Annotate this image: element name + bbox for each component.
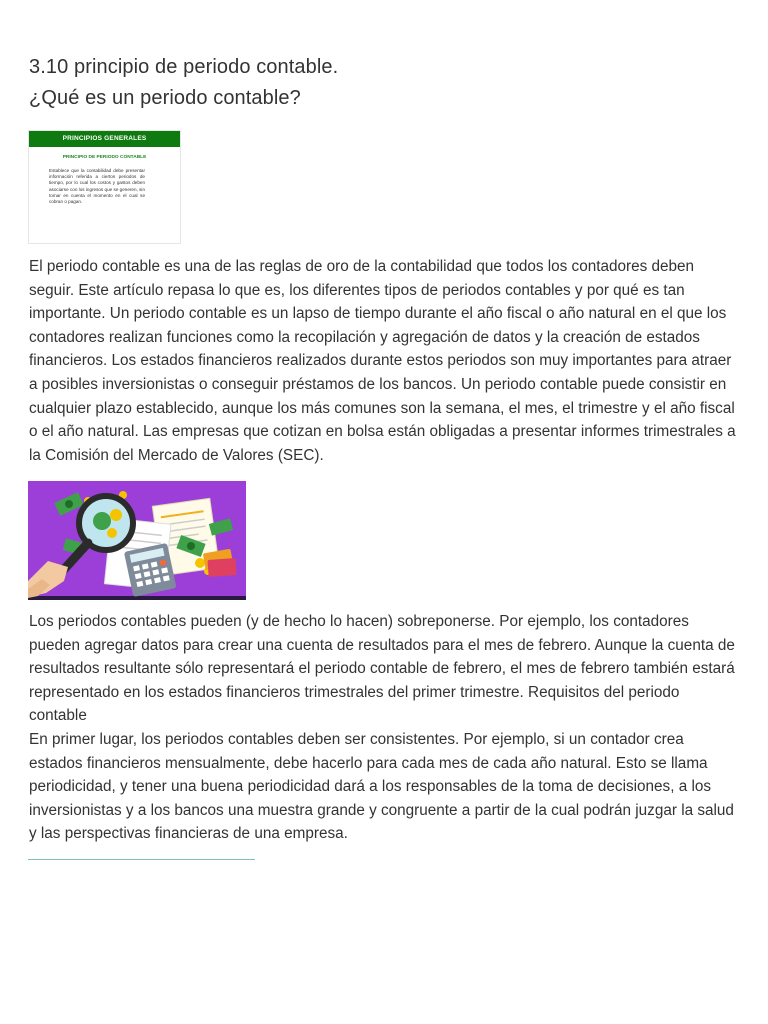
slide-subtitle: PRINCIPIO DE PERIODO CONTABLE bbox=[62, 155, 147, 160]
paragraph-consistency: En primer lugar, los periodos contables deben ser consistentes. Por ejemplo, si un contador crea estados financieros mensualmente, debe hacerlo para cada mes de cada año natural. Esto se llama periodicidad, y tener una buena periodicidad dará a los responsables de la toma de decisiones, a los inversionistas y a los bancos una muestra grande y congruente a partir de la cual podrán juzgar la salud y las perspectivas financieras de una empresa. bbox=[29, 731, 734, 843]
slide-body-text: Establece que la contabilidad debe presentar información referida a ciertos periodos de tiempo, por lo cual los costos y gastos deben asociarse con los ingresos que se generen, sin tomar en cuenta el momento en el cual se cobran o pagan. bbox=[49, 168, 145, 205]
paragraph-overlap: Los periodos contables pueden (y de hecho lo hacen) sobreponerse. Por ejemplo, los contadores pueden agregar datos para crear una cuenta de resultados para el mes de febrero. Aunque la cuenta de resultados resultante sólo representará el periodo contable de febrero, el mes de febrero también estará representado en los estados financieros trimestrales del primer trimestre. Requisitos del periodo contable bbox=[29, 613, 735, 725]
slide-header: PRINCIPIOS GENERALES bbox=[29, 131, 180, 147]
title-line-1: 3.10 principio de periodo contable. bbox=[29, 56, 339, 78]
section-divider bbox=[28, 859, 255, 860]
paragraph-intro: El periodo contable es una de las reglas de oro de la contabilidad que todos los contadores deben seguir. Este artículo repasa lo que es, los diferentes tipos de periodos contables y por qué es tan importante. Un periodo contable es un lapso de tiempo durante el año fiscal o año natural en el que los contadores realizan funciones como la recopilación y agregación de datos y la creación de estados financieros. Los estados financieros realizados durante estos periodos son muy importantes para atraer a posibles inversionistas o conseguir préstamos de los bancos. Un periodo contable puede consistir en cualquier plazo establecido, aunque los más comunes son la semana, el mes, el trimestre y el año fiscal o el año natural. Las empresas que cotizan en bolsa están obligadas a presentar informes trimestrales a la Comisión del Mercado de Valores (SEC). bbox=[29, 258, 736, 464]
title-line-2: ¿Qué es un periodo contable? bbox=[29, 87, 301, 109]
accounting-illustration bbox=[28, 481, 246, 600]
principle-slide-image bbox=[28, 130, 181, 244]
page-title bbox=[29, 52, 338, 114]
